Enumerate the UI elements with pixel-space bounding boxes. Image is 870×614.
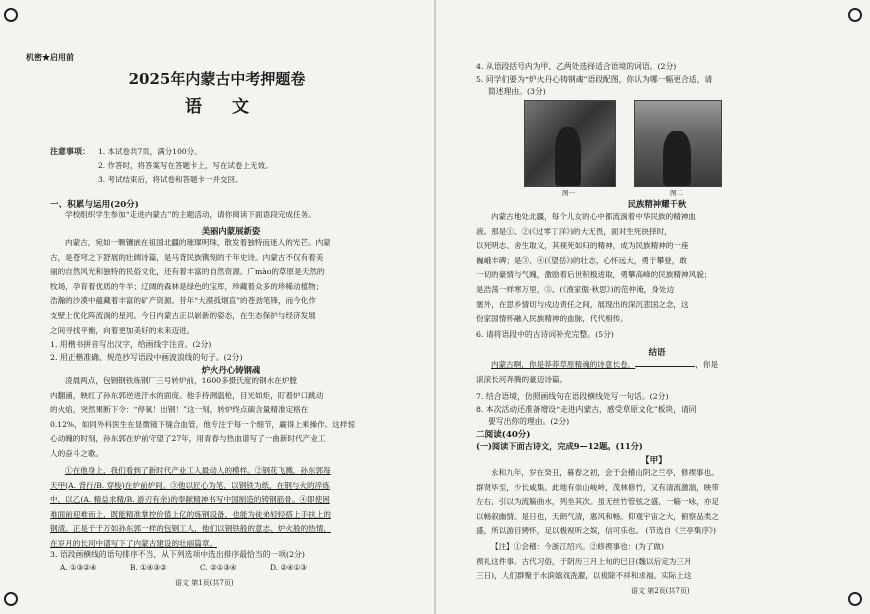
section-heading: 一、积累与运用(20分)	[50, 200, 139, 210]
passage-paragraph: 凌晨两点，包钢钢铁炼钢厂三号转炉前，1600多摄氏度的钢水在炉膛 内翻涌，映红了孙东郭逆进汗水的面庞。他手持测温枪，目光如炬，盯着炉口跳动 的火焰，突然果断下令：“停氧！出钢！”这一刻，转炉终点碳含量精准定格在 0.12%，如同外科医生在显微镜下缝合血管，他专注于每一个细节，赢得上乘操作。这样惊 心动魄的时刻，孙东郭在炉前守望了27年，用青春与热血谱写了一曲新时代产业工 人的奋斗之歌。	[50, 376, 356, 458]
figure-one-photo	[524, 100, 616, 187]
figure-caption: 图一	[562, 189, 575, 197]
option-b: B. ①④③②	[130, 563, 167, 572]
worker-silhouette	[555, 127, 581, 186]
option-c: C. ②①③④	[200, 563, 237, 572]
question-2: 2. 用正楷准确、规范抄写语段中画波浪线的句子。(2分)	[50, 353, 243, 362]
subject-title: 语文	[185, 97, 279, 117]
figure-caption: 图二	[670, 189, 683, 197]
confidential-mark: 机密★启用前	[26, 52, 74, 62]
subtitle: 炉火丹心铸钢魂	[201, 365, 261, 375]
passage-paragraph: 内蒙古，宛如一颗镶嵌在祖国北疆的璀璨明珠，散发着独特而迷人的光芒。内蒙 古，是苍穹之下舒展的壮阔诗篇，是马背民族镌刻的千年史诗。内蒙古不仅有着美 丽的自然风光和独特的民俗文化，还有着丰富的自然资源。广mào的草原是天然的 牧场，孕育着优质的牛羊；辽阔的森林是绿色的宝库，珍藏着众多的珍稀动植物； 浩瀚的沙漠中蕴藏着丰富的矿产资源。昔年“大漠孤烟直”的苍劲笔锋，而今化作 支壁上优化阵流淌的星河。今日内蒙古正以崭新的姿态，在生态保护与经济发展 之间寻找平衡，向着更加美好的未来迈进。	[50, 238, 331, 335]
subtitle: 民族精神耀千秋	[627, 199, 687, 209]
notice-item: 1. 本试卷共7页，满分100分。	[98, 147, 202, 156]
question-8: 8. 本次活动还准备增设“走进内蒙古，感受草原文化”板块，请同	[476, 405, 697, 414]
subtitle: 结语	[648, 347, 666, 357]
page-footer: 语文 第1页(共7页)	[175, 579, 234, 587]
page-two	[436, 0, 870, 614]
question-7: 7. 结合语境，仿照画线句在语段横线处写一句话。(2分)	[476, 392, 669, 401]
binding-hole	[848, 8, 862, 22]
subsection-heading: (一)阅读下面古诗文，完成9—12题。(11分)	[476, 441, 643, 451]
subtitle: 美丽内蒙展新姿	[201, 226, 261, 236]
section-heading: 二阅读(40分)	[476, 430, 531, 440]
binding-hole	[4, 592, 18, 606]
binding-hole	[848, 592, 862, 606]
question-1: 1. 用楷书拼音写出汉字，给画线字注音。(2分)	[50, 340, 212, 349]
binding-hole	[4, 8, 18, 22]
sentence-ordering-paragraph: ①在他身上，我们看到了新时代产业工人最动人的模样。②钢花飞溅，孙东郭每 天甲(A. 背行/B. 穿梭)在炉前炉间。③他以匠心为笔，以钢铁为纸，在钢与火的淬炼 中，以乙(A. 精益求精/B. 游刃有余)的奉献精神书写中国制造的铸钢筋骨。④即使困 难面前迎难而上，既能精准掌控价值上亿的炼钢设备，也能为徒弟轻轻搭上手扶上的 钢渣。正是千千万如孙东郭一样的包钢工人，他们以钢铁般的意志、炉火般的热情， 在岁月的长河中谱写下了内蒙古建设的壮丽篇章。	[50, 466, 331, 548]
notice-item: 2. 作答时，将答案写在答题卡上，写在试卷上无效。	[98, 161, 273, 170]
task-intro: 学校组织学生参加“走进内蒙古”的主题活动，请你阅读下面语段完成任务。	[65, 210, 316, 219]
question-6: 6. 请将语段中的古诗词补充完整。(5分)	[476, 330, 614, 339]
passage-tag: 【甲】	[641, 456, 667, 466]
notice-label: 注意事项：	[50, 146, 90, 156]
question-3: 3. 语段画横线的语句排序不当，从下列选项中选出排序最恰当的一项(2分)	[50, 550, 305, 559]
page-footer: 语文 第2页(共7页)	[631, 587, 690, 595]
passage-paragraph: 内蒙古地处北疆，每个儿女的心中都流淌着中华民族的精神血 液。那是①、②(《过零丁洋》)的大无畏，面对生死抉择时， 以死明志、舍生取义，其视死如归的精神，成为民族精神的一座 巍峨丰碑；是③、④(《望岳》)的壮志，心怀远大，勇于攀登，敢 一切的豪情与气魄，激励着后世积极进取，勇攀高峰的民族精神风貌； 是浩荡一样寒万里，⑤、(《渔家傲·秋思》)的范仲淹，身处边 塞外，在思乡情切与戍边责任之间，展现出的深沉悲国之念，这 份家国情怀融入民族精神的血脉，代代相传。	[476, 212, 712, 324]
exam-title: 2025年内蒙古中考押题卷	[128, 70, 306, 88]
classical-passage: 永和九年，岁在癸丑，暮春之初，会于会稽山阴之兰亭，修禊事也。 群贤毕至，少长咸集。此地有崇山峻岭，茂林修竹，又有清流激湍，映带 左右，引以为流觞曲水，列坐其次。虽无丝竹管弦之盛，一觞一咏，亦足 以畅叙幽情。是日也，天朗气清，惠风和畅。仰观宇宙之大，俯察品类之 盛，所以游目骋怀，足以极视听之娱，信可乐也。 (节选自《兰亭集序》)	[476, 468, 719, 536]
worker-silhouette	[663, 131, 691, 186]
fill-blank	[635, 366, 695, 367]
option-d: D. ②④①③	[270, 563, 307, 572]
question-8-cont: 要写出你的理由。(2分)	[488, 417, 570, 426]
figure-two-photo	[634, 100, 722, 187]
option-a: A. ①③②④	[60, 563, 97, 572]
notice-item: 3. 考试结束后，将试卷和答题卡一并交回。	[98, 175, 243, 184]
closing-paragraph: 内蒙古啊，你是莽莽草原精魂的诗意长卷， ，你是 滚滚长河奔腾的豪迈诗篇。	[476, 360, 719, 384]
question-4: 4. 从语段括号内为甲、乙两处选择适合语境的词语。(2分)	[476, 62, 677, 71]
question-5-cont: 简述理由。(3分)	[488, 87, 546, 96]
question-5: 5. 同学们要为“炉火丹心铸钢魂”语段配图，你认为哪一幅更合适，请	[476, 75, 713, 84]
annotation-note: 【注】①会稽：今浙江绍兴。②修禊事也：(为了做) 禊礼这件事。古代习俗，于阴历三月上旬的巳日(魏以后定为三月 三日)，人们群聚于水滨嬉戏洗濯，以祓除不祥和求福。实际上这	[476, 542, 692, 581]
page-one	[0, 0, 434, 614]
